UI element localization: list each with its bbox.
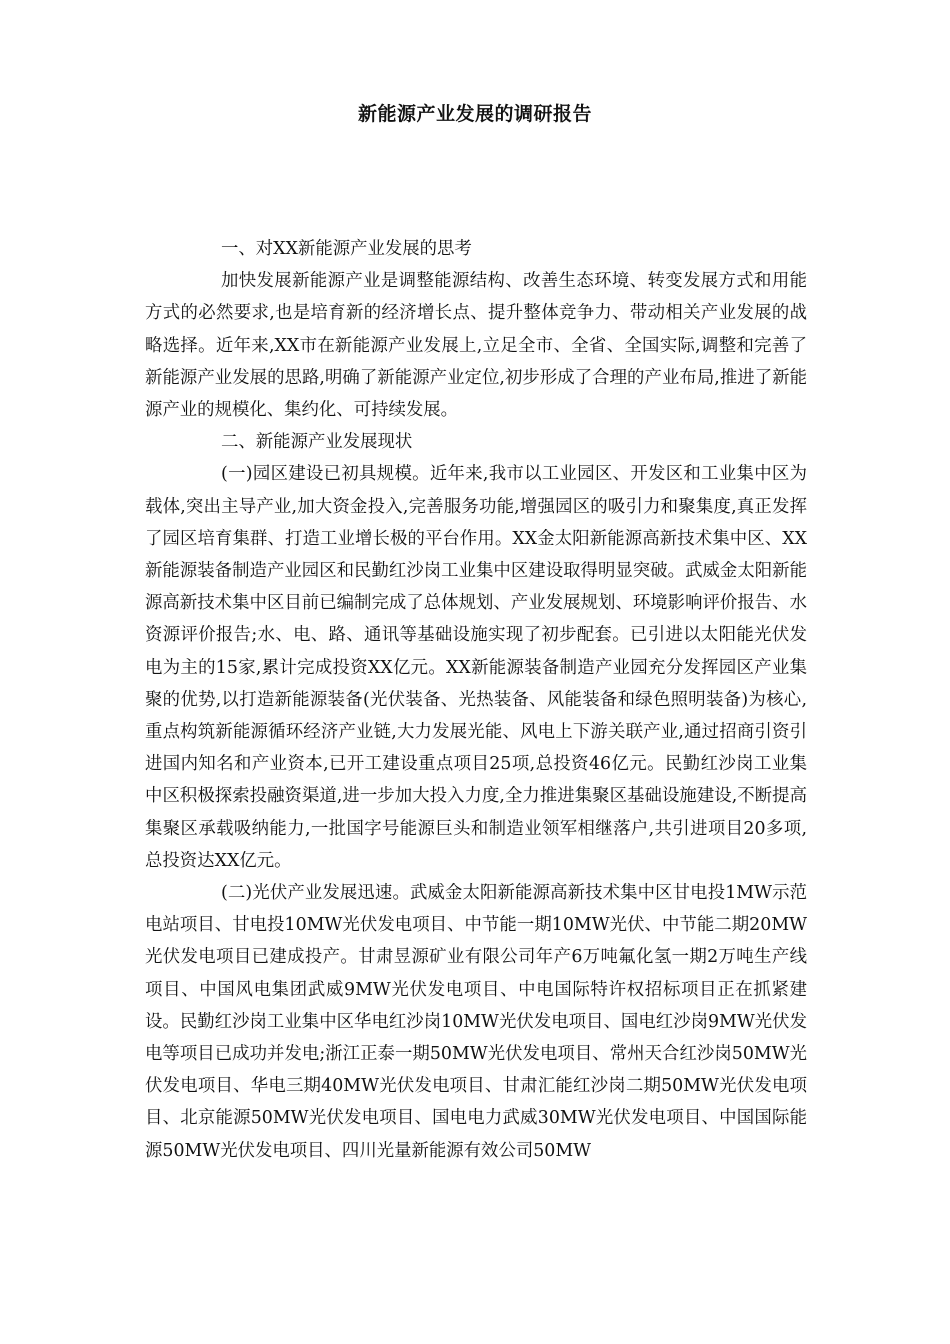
paragraph-3: (二)光伏产业发展迅速。武威金太阳新能源高新技术集中区甘电投1MW示范电站项目、甘电投10MW光伏发电项目、中节能一期10MW光伏、中节能二期20MW光伏发电项目已建成投产。甘肃昱源矿业有限公司年产6万吨氟化氢一期2万吨生产线项目、中国风电集团武威9MW光伏发电项目、中电国际特许权招标项目正在抓紧建设。民勤红沙岗工业集中区华电红沙岗10MW光伏发电项目、国电红沙岗9MW光伏发电等项目已成功并发电;浙江正泰一期50MW光伏发电项目、常州天合红沙岗50MW光伏发电项目、华电三期40MW光伏发电项目、甘肃汇能红沙岗二期50MW光伏发电项目、北京能源50MW光伏发电项目、国电电力武威30MW光伏发电项目、中国国际能源50MW光伏发电项目、四川光量新能源有效公司50MW [145,883,807,1161]
paragraph-1: 加快发展新能源产业是调整能源结构、改善生态环境、转变发展方式和用能方式的必然要求,也是培育新的经济增长点、提升整体竞争力、带动相关产业发展的战略选择。近年来,XX市在新能源产业发展上,立足全市、全省、全国实际,调整和完善了新能源产业发展的思路,明确了新能源产业定位,初步形成了合理的产业布局,推进了新能源产业的规模化、集约化、可持续发展。 [145,271,807,421]
document-title: 新能源产业发展的调研报告 [357,103,592,125]
section-heading-2: 二、新能源产业发展现状 [221,432,413,453]
section-heading-1: 一、对XX新能源产业发展的思考 [221,239,472,259]
document-body [145,233,807,1167]
paragraph-2: (一)园区建设已初具规模。近年来,我市以工业园区、开发区和工业集中区为载体,突出主导产业,加大资金投入,完善服务功能,增强园区的吸引力和聚集度,真正发挥了园区培育集群、打造工业增长极的平台作用。XX金太阳新能源高新技术集中区、XX新能源装备制造产业园区和民勤红沙岗工业集中区建设取得明显突破。武威金太阳新能源高新技术集中区目前已编制完成了总体规划、产业发展规划、环境影响评价报告、水资源评价报告;水、电、路、通讯等基础设施实现了初步配套。已引进以太阳能光伏发电为主的15家,累计完成投资XX亿元。XX新能源装备制造产业园充分发挥园区产业集聚的优势,以打造新能源装备(光伏装备、光热装备、风能装备和绿色照明装备)为核心,重点构筑新能源循环经济产业链,大力发展光能、风电上下游关联产业,通过招商引资引进国内知名和产业资本,已开工建设重点项目25项,总投资46亿元。民勤红沙岗工业集中区积极探索投融资渠道,进一步加大投入力度,全力推进集聚区基础设施建设,不断提高集聚区承载吸纳能力,一批国字号能源巨头和制造业领军相继落户,共引进项目20多项,总投资达XX亿元。 [145,464,807,871]
